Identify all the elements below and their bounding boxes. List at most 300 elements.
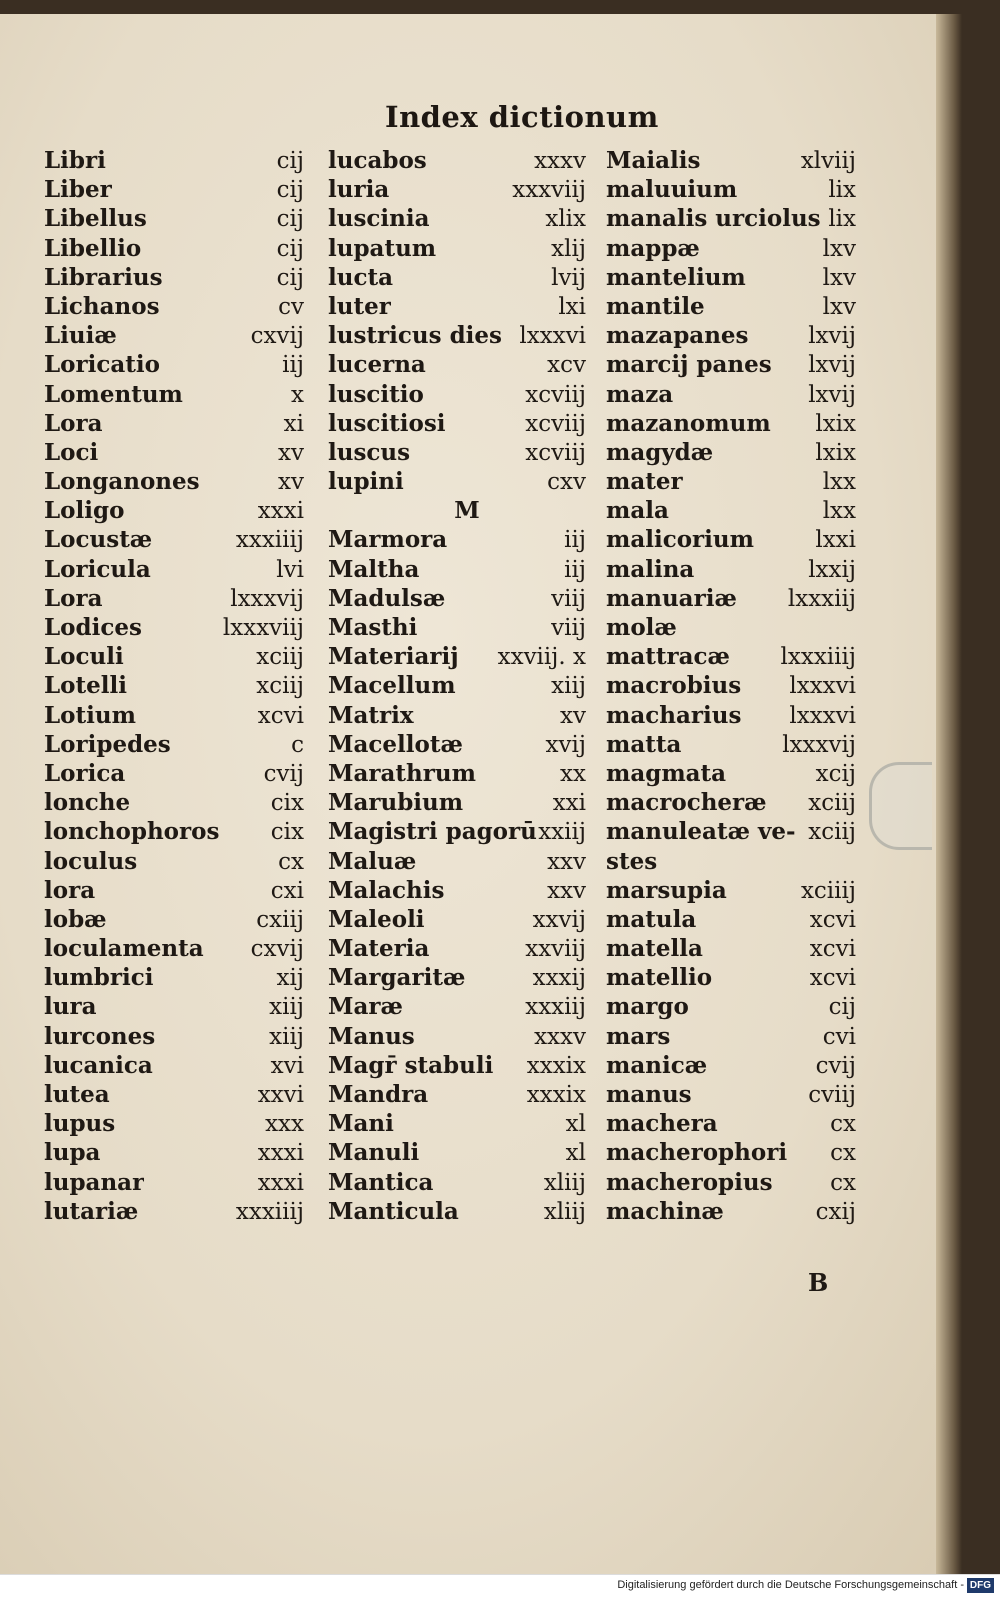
dfg-logo[interactable]: DFG — [967, 1578, 994, 1593]
entry-folio: cij — [828, 994, 856, 1021]
entry-term: Lorica — [44, 759, 126, 787]
entry-term: mars — [606, 1022, 671, 1050]
index-entry — [606, 847, 856, 876]
entry-term: lupini — [328, 468, 404, 496]
entry-term: Lotelli — [44, 672, 127, 700]
entry-folio: xxv — [547, 877, 586, 904]
index-entry — [44, 1197, 304, 1226]
index-entry — [328, 438, 586, 467]
index-entry — [328, 467, 586, 496]
index-entry — [328, 263, 586, 292]
index-entry — [606, 292, 856, 321]
entry-folio: lxx — [822, 498, 856, 525]
index-entry — [606, 876, 856, 905]
entry-term: Loricatio — [44, 351, 160, 379]
entry-folio: xl — [565, 1140, 586, 1167]
entry-folio: lxxxvi — [789, 702, 856, 729]
entry-folio: c — [291, 731, 304, 758]
entry-term: Magistri pagorū — [328, 818, 537, 846]
entry-folio: cij — [276, 264, 304, 291]
entry-folio: xvij — [545, 731, 586, 758]
entry-folio: lxv — [822, 264, 856, 291]
entry-term: machera — [606, 1110, 718, 1138]
page-title: Index dictionum — [385, 100, 659, 134]
entry-folio: cxvij — [250, 936, 304, 963]
entry-folio: cv — [278, 293, 304, 320]
entry-folio: xciij — [256, 673, 304, 700]
entry-term: marcij panes — [606, 351, 772, 379]
entry-term: luscus — [328, 438, 411, 466]
index-entry — [328, 1080, 586, 1109]
entry-term: manuleatæ ve- — [606, 818, 796, 846]
entry-folio: xciij — [256, 644, 304, 671]
entry-term: luria — [328, 176, 390, 204]
entry-term: Liber — [44, 176, 112, 204]
entry-term: Materiarij — [328, 643, 459, 671]
entry-term: Lodices — [44, 614, 142, 641]
entry-term: macrobius — [606, 672, 742, 700]
entry-folio: cxij — [815, 1198, 856, 1225]
index-entry — [328, 584, 586, 613]
entry-term: manicæ — [606, 1051, 708, 1079]
entry-folio: xxvij — [532, 906, 586, 933]
index-entry — [328, 555, 586, 584]
entry-folio: xcvi — [809, 965, 856, 992]
entry-term: stes — [606, 847, 658, 875]
entry-folio: xl — [565, 1111, 586, 1138]
index-entry — [328, 409, 586, 438]
index-entry — [328, 701, 586, 730]
index-entry — [328, 175, 586, 204]
entry-term: matella — [606, 935, 703, 963]
entry-term: Librarius — [44, 263, 163, 291]
index-entry — [44, 204, 304, 233]
index-entry — [606, 1022, 856, 1051]
entry-term: Manticula — [328, 1197, 459, 1225]
entry-term: lobæ — [44, 905, 107, 933]
entry-term: Marmora — [328, 526, 448, 554]
entry-term: Marathrum — [328, 759, 476, 787]
entry-folio: xcviij — [525, 410, 586, 437]
entry-term: macrocheræ — [606, 789, 767, 817]
entry-folio: lxxxvij — [230, 585, 304, 612]
index-entry — [44, 555, 304, 584]
entry-folio: xij — [276, 965, 304, 992]
entry-term: manalis urciolus — [606, 205, 821, 233]
entry-term: mantelium — [606, 263, 746, 291]
entry-term: lurcones — [44, 1022, 156, 1050]
index-entry — [328, 234, 586, 263]
entry-term: luter — [328, 292, 391, 320]
entry-folio: xxi — [552, 790, 586, 817]
index-entry — [44, 934, 304, 963]
entry-term: Manus — [328, 1022, 415, 1050]
entry-term: mala — [606, 497, 669, 525]
index-entry — [44, 1051, 304, 1080]
entry-folio: iij — [564, 527, 586, 554]
entry-term: Loripedes — [44, 730, 171, 758]
index-entry — [44, 234, 304, 263]
entry-term: Malachis — [328, 876, 445, 904]
entry-term: Madulsæ — [328, 584, 446, 612]
entry-folio: lxxxvij — [782, 731, 856, 758]
index-entry — [328, 905, 586, 934]
book-page — [0, 14, 962, 1574]
index-entry — [44, 613, 304, 642]
entry-folio: iij — [282, 352, 304, 379]
index-entry — [606, 146, 856, 175]
entry-folio: cxiij — [256, 906, 304, 933]
entry-folio: xvi — [270, 1052, 304, 1079]
entry-term: luscitio — [328, 380, 424, 408]
index-entry — [44, 380, 304, 409]
entry-term: maluuium — [606, 176, 738, 204]
entry-folio: xcviij — [525, 381, 586, 408]
entry-term: Margaritæ — [328, 964, 466, 992]
entry-folio: lxvij — [808, 323, 856, 350]
index-entry — [606, 380, 856, 409]
entry-term: macharius — [606, 701, 742, 729]
entry-folio: xciij — [808, 819, 856, 846]
entry-folio: xciij — [808, 790, 856, 817]
index-entry — [606, 496, 856, 525]
entry-term: Matrix — [328, 701, 414, 729]
index-entry — [606, 467, 856, 496]
entry-folio: xxvi — [257, 1082, 304, 1108]
index-entry — [328, 934, 586, 963]
index-entry — [44, 263, 304, 292]
index-entry — [44, 146, 304, 175]
index-entry — [328, 992, 586, 1021]
entry-folio: iij — [564, 556, 586, 583]
entry-term: macherophori — [606, 1139, 788, 1167]
index-entry — [328, 525, 586, 554]
entry-term: machinæ — [606, 1197, 724, 1225]
entry-folio: xv — [278, 439, 304, 466]
index-entry — [606, 234, 856, 263]
entry-folio: cij — [276, 148, 304, 174]
section-letter: M — [454, 497, 480, 525]
entry-term: lucabos — [328, 147, 427, 174]
entry-folio: cix — [270, 819, 304, 846]
entry-folio: xxxix — [526, 1082, 586, 1108]
entry-term: margo — [606, 993, 689, 1021]
entry-term: lupatum — [328, 234, 437, 262]
index-entry — [606, 1051, 856, 1080]
entry-term: maza — [606, 380, 674, 408]
entry-term: magmata — [606, 759, 727, 787]
entry-folio: xcv — [547, 352, 586, 379]
entry-term: lonche — [44, 789, 131, 817]
index-entry — [44, 292, 304, 321]
index-entry — [44, 847, 304, 876]
entry-term: malina — [606, 555, 695, 583]
page-edge — [936, 14, 962, 1574]
entry-term: Mani — [328, 1110, 394, 1138]
index-entry — [606, 409, 856, 438]
index-entry — [44, 467, 304, 496]
index-entry — [606, 905, 856, 934]
entry-folio: xiij — [269, 994, 304, 1021]
index-entry — [44, 321, 304, 350]
entry-folio: cxv — [547, 469, 586, 496]
index-entry — [606, 1138, 856, 1167]
entry-folio: xxxix — [526, 1052, 586, 1079]
index-entry — [606, 263, 856, 292]
entry-term: malicorium — [606, 526, 754, 554]
entry-folio: lix — [828, 177, 856, 204]
entry-term: matellio — [606, 964, 713, 992]
index-entry — [44, 759, 304, 788]
footer-bar — [0, 1574, 1000, 1597]
entry-term: Materia — [328, 935, 430, 963]
index-entry — [606, 1109, 856, 1138]
entry-folio: lvij — [551, 264, 586, 291]
index-entry — [328, 1138, 586, 1167]
entry-term: lucerna — [328, 351, 426, 379]
entry-term: lupa — [44, 1139, 101, 1167]
entry-folio: lix — [828, 206, 856, 233]
index-entry — [44, 350, 304, 379]
entry-folio: xxxv — [534, 1023, 586, 1050]
index-entry — [44, 963, 304, 992]
entry-folio: xcvi — [257, 702, 304, 729]
entry-folio: xlix — [545, 206, 586, 233]
entry-term: lonchophoros — [44, 818, 220, 846]
entry-term: magydæ — [606, 438, 714, 466]
index-entry — [44, 1138, 304, 1167]
index-entry — [606, 817, 856, 846]
index-entry — [606, 350, 856, 379]
index-entry — [606, 555, 856, 584]
entry-folio: xcvi — [809, 936, 856, 963]
entry-folio: xxxij — [532, 965, 586, 992]
index-column-2 — [328, 146, 586, 1226]
entry-term: lutea — [44, 1081, 110, 1108]
entry-folio: xx — [560, 760, 586, 787]
entry-folio: xxxv — [534, 148, 586, 174]
entry-term: Lotium — [44, 701, 136, 729]
index-entry — [328, 642, 586, 671]
index-entry — [328, 146, 586, 175]
entry-folio: xxviij — [525, 936, 586, 963]
entry-term: loculamenta — [44, 935, 204, 963]
index-entry — [44, 876, 304, 905]
entry-folio: lxi — [558, 293, 586, 320]
index-entry — [606, 642, 856, 671]
index-entry — [606, 730, 856, 759]
entry-folio: xxx — [265, 1111, 304, 1138]
index-entry — [328, 204, 586, 233]
entry-term: mater — [606, 468, 683, 496]
index-entry — [606, 584, 856, 613]
entry-folio: xlij — [551, 235, 586, 262]
entry-folio: lxv — [822, 293, 856, 320]
index-entry — [44, 438, 304, 467]
entry-term: luscitiosi — [328, 409, 446, 437]
entry-folio: cij — [276, 235, 304, 262]
entry-term: mattracæ — [606, 643, 730, 671]
index-entry — [328, 1197, 586, 1226]
entry-term: mazapanes — [606, 322, 749, 350]
entry-folio: cxi — [270, 877, 304, 904]
entry-term: Loricula — [44, 555, 151, 583]
entry-term: Liuiæ — [44, 322, 117, 350]
entry-folio: xcviij — [525, 439, 586, 466]
entry-folio: xliij — [543, 1169, 586, 1196]
entry-folio: xlviij — [800, 148, 856, 174]
index-entry — [328, 671, 586, 700]
entry-term: Lichanos — [44, 292, 160, 320]
entry-term: lucanica — [44, 1051, 153, 1079]
entry-folio: xxxi — [257, 1140, 304, 1167]
entry-term: Masthi — [328, 614, 418, 641]
entry-folio: lxvij — [808, 352, 856, 379]
entry-folio: lxix — [815, 439, 856, 466]
entry-term: Maræ — [328, 993, 403, 1021]
index-entry — [606, 525, 856, 554]
index-entry — [44, 788, 304, 817]
index-entry — [606, 438, 856, 467]
entry-folio: x — [291, 381, 304, 408]
entry-folio: lxxij — [808, 556, 856, 583]
index-entry — [44, 671, 304, 700]
index-entry — [606, 1080, 856, 1109]
entry-term: Libellus — [44, 205, 147, 233]
index-entry — [328, 759, 586, 788]
index-entry — [44, 1022, 304, 1051]
index-entry — [44, 992, 304, 1021]
entry-term: Lora — [44, 409, 103, 437]
index-entry — [44, 905, 304, 934]
entry-term: mazanomum — [606, 409, 771, 437]
footer-credit: Digitalisierung gefördert durch die Deutsche Forschungsgemeinschaft - — [617, 1579, 964, 1591]
index-entry — [328, 350, 586, 379]
entry-folio: xv — [560, 702, 586, 729]
entry-term: lura — [44, 993, 97, 1021]
entry-term: lumbrici — [44, 964, 154, 992]
index-entry — [606, 701, 856, 730]
index-entry — [606, 613, 856, 642]
entry-folio: xiij — [551, 673, 586, 700]
entry-term: Marubium — [328, 789, 464, 817]
entry-term: manuariæ — [606, 584, 737, 612]
index-entry — [44, 817, 304, 846]
index-entry — [44, 642, 304, 671]
index-entry — [328, 613, 586, 642]
entry-folio: cij — [276, 206, 304, 233]
index-entry — [606, 759, 856, 788]
entry-folio: viij — [551, 585, 586, 612]
index-entry — [44, 525, 304, 554]
entry-term: marsupia — [606, 876, 727, 904]
entry-folio: lxxi — [815, 527, 856, 554]
index-entry — [44, 175, 304, 204]
index-entry — [328, 788, 586, 817]
index-entry — [606, 204, 856, 233]
entry-term: luscinia — [328, 205, 430, 233]
entry-folio: cx — [278, 848, 304, 875]
entry-folio: lxxxiij — [787, 585, 856, 612]
entry-term: Loligo — [44, 497, 125, 525]
entry-folio: xciiij — [800, 877, 856, 904]
entry-term: Manuli — [328, 1139, 420, 1167]
index-entry — [44, 1109, 304, 1138]
entry-term: manus — [606, 1081, 692, 1108]
entry-term: mantile — [606, 292, 705, 320]
entry-folio: xxv — [547, 848, 586, 875]
entry-term: Maleoli — [328, 905, 425, 933]
index-entry — [328, 1109, 586, 1138]
entry-term: matta — [606, 730, 682, 758]
entry-folio: xxviij. x — [497, 644, 586, 671]
index-entry — [328, 730, 586, 759]
entry-folio: cx — [830, 1140, 856, 1167]
page-clip — [869, 762, 932, 850]
index-entry — [44, 1080, 304, 1109]
index-entry — [606, 992, 856, 1021]
index-column-1 — [44, 146, 304, 1226]
entry-term: Longanones — [44, 468, 200, 496]
entry-term: Magr̄ stabuli — [328, 1051, 494, 1079]
index-entry — [606, 934, 856, 963]
entry-term: Maluæ — [328, 847, 417, 875]
entry-folio: xcij — [815, 760, 856, 787]
entry-folio: lxxxvi — [789, 673, 856, 700]
entry-folio: xxxi — [257, 498, 304, 525]
entry-term: Libri — [44, 147, 106, 174]
entry-folio: xi — [283, 410, 304, 437]
entry-term: lustricus dies — [328, 322, 502, 350]
entry-folio: lxx — [822, 469, 856, 496]
entry-folio: xxiij — [538, 819, 586, 846]
entry-term: macheropius — [606, 1168, 773, 1196]
entry-folio: lxxxiiij — [780, 644, 856, 671]
entry-term: Macellum — [328, 672, 456, 700]
entry-folio: cvij — [815, 1052, 856, 1079]
entry-term: Maialis — [606, 147, 701, 174]
entry-folio: lxvij — [808, 381, 856, 408]
index-entry — [328, 1022, 586, 1051]
index-entry — [328, 847, 586, 876]
index-entry — [44, 496, 304, 525]
index-column-3 — [606, 146, 856, 1226]
entry-term: lupanar — [44, 1168, 145, 1196]
entry-folio: xxxviij — [512, 177, 586, 204]
entry-folio: cij — [276, 177, 304, 204]
entry-folio: cix — [270, 790, 304, 817]
index-entry — [328, 1051, 586, 1080]
entry-term: Lomentum — [44, 380, 183, 408]
entry-term: Libellio — [44, 234, 142, 262]
entry-term: loculus — [44, 847, 138, 875]
index-entry — [328, 292, 586, 321]
index-entry — [606, 671, 856, 700]
entry-term: molæ — [606, 614, 677, 641]
index-entry — [44, 730, 304, 759]
entry-folio: xxxi — [257, 1169, 304, 1196]
index-entry — [328, 321, 586, 350]
index-entry — [44, 409, 304, 438]
index-entry — [606, 1168, 856, 1197]
entry-folio: xxxiij — [525, 994, 586, 1021]
entry-term: Loculi — [44, 643, 124, 671]
entry-term: lora — [44, 876, 96, 904]
entry-folio: cvij — [263, 760, 304, 787]
index-entry — [606, 175, 856, 204]
index-entry — [606, 963, 856, 992]
entry-folio: lxxxviij — [222, 615, 304, 641]
